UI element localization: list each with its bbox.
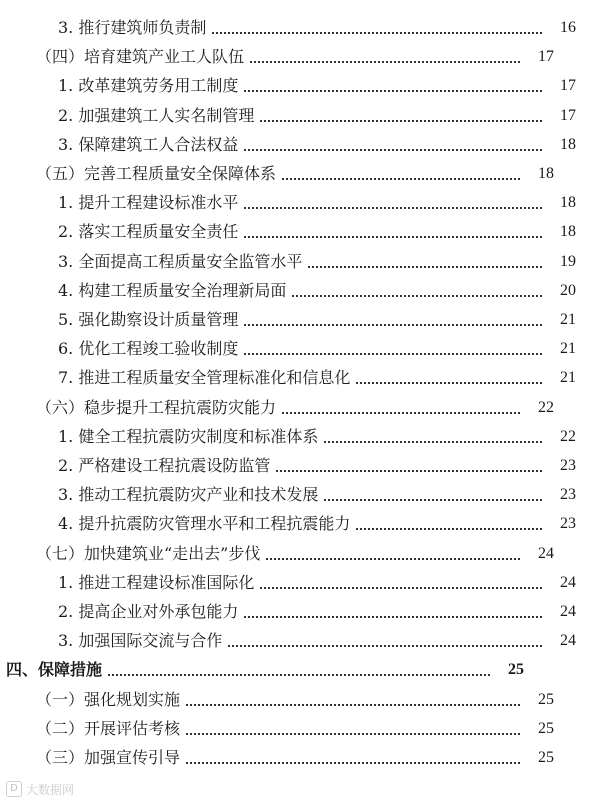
dot-leader bbox=[292, 295, 542, 297]
dot-leader bbox=[356, 528, 542, 530]
toc-entry-page-number: 18 bbox=[560, 194, 576, 212]
toc-entry bbox=[0, 277, 590, 305]
toc-entry bbox=[0, 569, 590, 597]
toc-entry bbox=[0, 744, 568, 772]
dot-leader bbox=[228, 645, 542, 647]
toc-entry-title: （六）稳步提升工程抗震防灾能力 bbox=[36, 397, 277, 417]
toc-entry-title: （四）培育建筑产业工人队伍 bbox=[36, 47, 245, 67]
toc-entry bbox=[0, 306, 590, 334]
dot-leader bbox=[356, 382, 542, 384]
toc-entry-page-number: 21 bbox=[560, 369, 576, 387]
watermark-text: 大数据网 bbox=[26, 782, 75, 797]
toc-entry-page-number: 22 bbox=[560, 427, 576, 445]
toc-entry-title: （三）加强宣传引导 bbox=[36, 748, 181, 767]
toc-entry bbox=[0, 72, 590, 100]
dot-leader bbox=[244, 236, 542, 238]
toc-entry bbox=[0, 481, 590, 509]
dot-leader bbox=[260, 587, 542, 589]
toc-entry bbox=[0, 686, 568, 714]
toc-entry bbox=[0, 364, 590, 392]
dot-leader bbox=[324, 499, 542, 501]
toc-entry-page-number: 24 bbox=[560, 603, 576, 620]
toc-entry-page-number: 21 bbox=[560, 311, 576, 328]
dot-leader bbox=[244, 324, 542, 326]
toc-entry-page-number: 24 bbox=[538, 544, 554, 562]
toc-entry-title: 1. 推进工程建设标准国际化 bbox=[58, 572, 255, 592]
toc-entry-title: 4. 提升抗震防灾管理水平和工程抗震能力 bbox=[58, 514, 351, 534]
toc-entry-title: 1. 健全工程抗震防灾制度和标准体系 bbox=[58, 426, 319, 446]
toc-entry-page-number: 23 bbox=[560, 457, 576, 474]
toc-entry-page-number: 25 bbox=[508, 661, 524, 679]
toc-entry-page-number: 18 bbox=[560, 223, 576, 241]
toc-entry-title: 3. 加强国际交流与合作 bbox=[58, 631, 223, 651]
toc-entry bbox=[0, 423, 590, 451]
toc-entry-title: 3. 全面提高工程质量安全监管水平 bbox=[58, 251, 303, 271]
toc-entry bbox=[0, 715, 568, 743]
toc-entry-page-number: 21 bbox=[560, 340, 576, 358]
dot-leader bbox=[186, 733, 520, 735]
toc-entry-page-number: 16 bbox=[560, 19, 576, 36]
dot-leader bbox=[212, 32, 542, 34]
dot-leader bbox=[244, 149, 542, 151]
toc-entry bbox=[0, 394, 568, 422]
watermark-logo-icon: D bbox=[6, 781, 22, 797]
toc-entry-page-number: 24 bbox=[560, 573, 576, 591]
toc-entry-page-number: 17 bbox=[538, 48, 554, 66]
toc-entry bbox=[0, 102, 590, 130]
dot-leader bbox=[250, 61, 520, 63]
toc-entry-page-number: 17 bbox=[560, 106, 576, 124]
toc-entry-page-number: 22 bbox=[538, 398, 554, 416]
toc-entry bbox=[0, 14, 590, 42]
toc-entry bbox=[0, 656, 538, 684]
toc-entry-title: 6. 优化工程竣工验收制度 bbox=[58, 339, 239, 359]
toc-entry-title: 3. 推行建筑师负责制 bbox=[58, 18, 207, 37]
dot-leader bbox=[276, 470, 542, 472]
toc-entry-title: 四、保障措施 bbox=[6, 660, 103, 680]
toc-entry bbox=[0, 131, 590, 159]
toc-entry-title: （一）强化规划实施 bbox=[36, 689, 181, 709]
dot-leader bbox=[282, 412, 520, 414]
toc-entry-title: 4. 构建工程质量安全治理新局面 bbox=[58, 280, 287, 300]
dot-leader bbox=[244, 207, 542, 209]
dot-leader bbox=[308, 266, 542, 268]
dot-leader bbox=[282, 178, 520, 180]
toc-entry-page-number: 23 bbox=[560, 486, 576, 504]
toc-entry-title: 2. 严格建设工程抗震设防监管 bbox=[58, 456, 271, 475]
toc-entry-page-number: 23 bbox=[560, 515, 576, 533]
toc-entry bbox=[0, 598, 590, 626]
toc-entry bbox=[0, 335, 590, 363]
dot-leader bbox=[186, 704, 520, 706]
toc-entry-page-number: 19 bbox=[560, 252, 576, 270]
toc-entry-title: 2. 落实工程质量安全责任 bbox=[58, 222, 239, 242]
toc-entry-page-number: 24 bbox=[560, 632, 576, 650]
toc-entry-page-number: 25 bbox=[538, 719, 554, 737]
toc-entry bbox=[0, 540, 568, 568]
dot-leader bbox=[266, 558, 520, 560]
toc-entry-page-number: 17 bbox=[560, 77, 576, 95]
toc-entry-title: 7. 推进工程质量安全管理标准化和信息化 bbox=[58, 368, 351, 388]
toc-entry-page-number: 20 bbox=[560, 281, 576, 299]
toc-entry-title: 2. 加强建筑工人实名制管理 bbox=[58, 105, 255, 125]
toc-entry bbox=[0, 510, 590, 538]
toc-entry-title: （七）加快建筑业“走出去”步伐 bbox=[36, 543, 261, 563]
toc-entry bbox=[0, 452, 590, 480]
toc-entry-page-number: 18 bbox=[538, 165, 554, 182]
dot-leader bbox=[244, 90, 542, 92]
toc-entry bbox=[0, 218, 590, 246]
toc-entry-page-number: 25 bbox=[538, 749, 554, 766]
toc-entry-title: 1. 改革建筑劳务用工制度 bbox=[58, 76, 239, 96]
toc-entry-title: 1. 提升工程建设标准水平 bbox=[58, 193, 239, 213]
dot-leader bbox=[244, 616, 542, 618]
toc-entry-title: （二）开展评估考核 bbox=[36, 718, 181, 738]
toc-entry bbox=[0, 627, 590, 655]
toc-entry-title: 2. 提高企业对外承包能力 bbox=[58, 602, 239, 621]
toc-entry-title: 3. 保障建筑工人合法权益 bbox=[58, 134, 239, 154]
dot-leader bbox=[244, 353, 542, 355]
toc-entry-page-number: 18 bbox=[560, 135, 576, 153]
toc-entry bbox=[0, 189, 590, 217]
dot-leader bbox=[108, 674, 490, 676]
toc-entry bbox=[0, 248, 590, 276]
dot-leader bbox=[324, 441, 542, 443]
toc-entry bbox=[0, 160, 568, 188]
toc-entry-title: 3. 推动工程抗震防灾产业和技术发展 bbox=[58, 485, 319, 505]
dot-leader bbox=[186, 762, 520, 764]
toc-entry-page-number: 25 bbox=[538, 690, 554, 708]
toc-entry-title: （五）完善工程质量安全保障体系 bbox=[36, 164, 277, 183]
toc-entry bbox=[0, 43, 568, 71]
watermark bbox=[6, 778, 74, 800]
toc-entry-title: 5. 强化勘察设计质量管理 bbox=[58, 310, 239, 329]
dot-leader bbox=[260, 120, 542, 122]
